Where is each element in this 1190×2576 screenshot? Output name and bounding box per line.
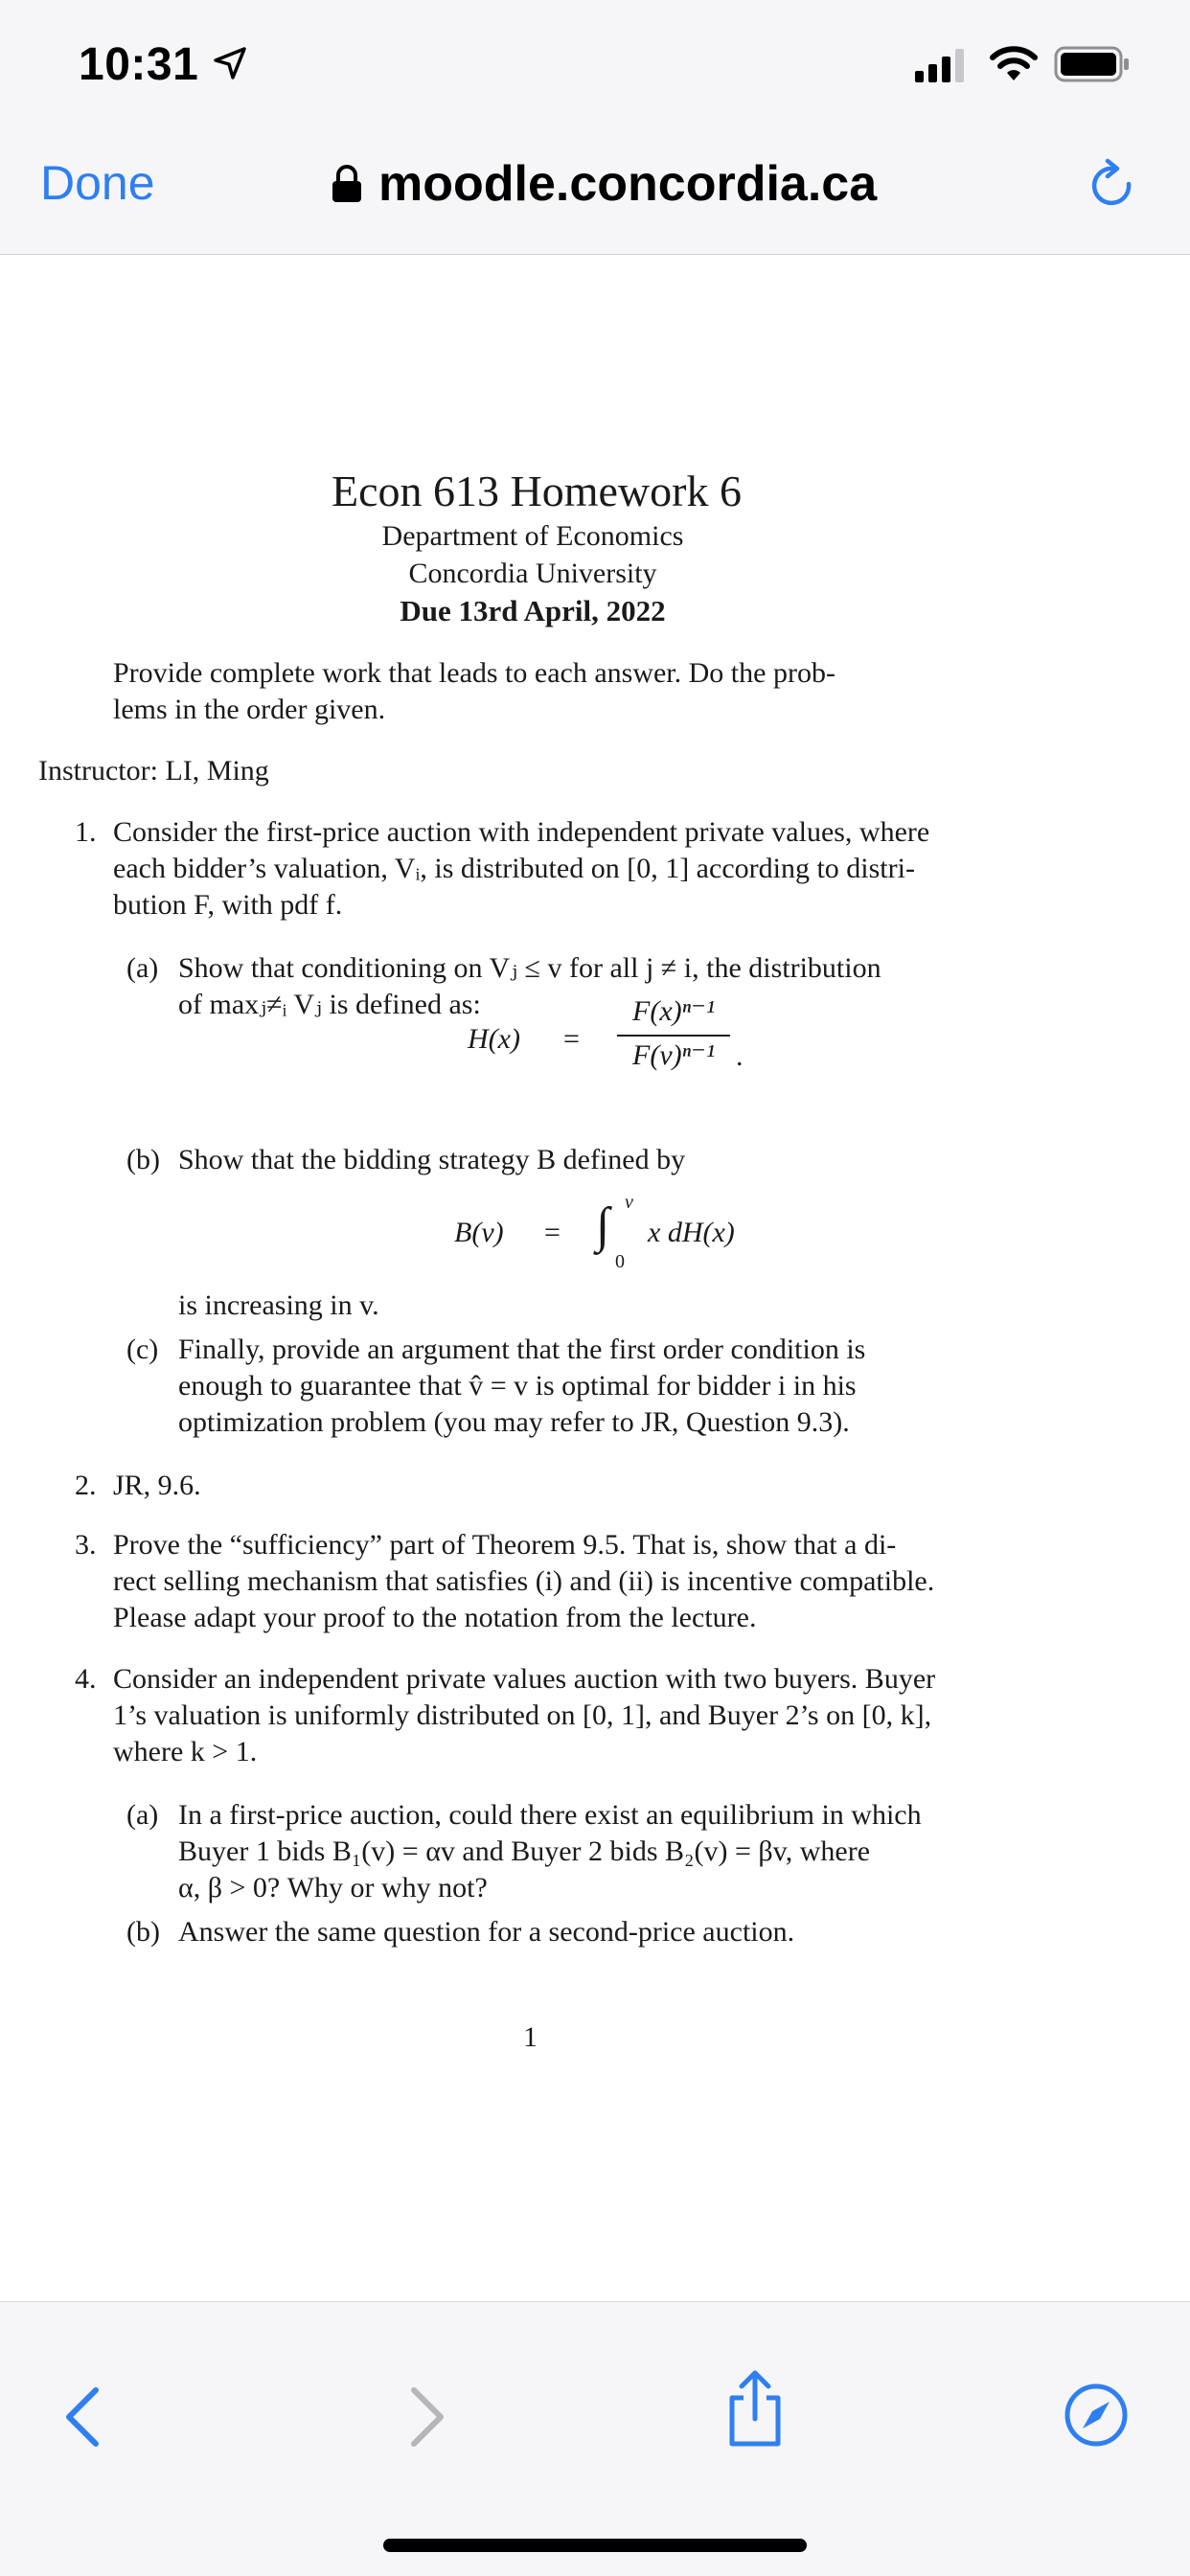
- question-text: Please adapt your proof to the notation from the lecture.: [113, 1602, 757, 1633]
- browser-toolbar: [0, 2301, 1190, 2576]
- reload-icon[interactable]: [1087, 157, 1140, 215]
- question-text: Consider an independent private values auction with two buyers. Buyer: [113, 1663, 936, 1695]
- doc-title: Econ 613 Homework 6: [332, 467, 742, 515]
- equation-lhs: B(v): [454, 1217, 504, 1248]
- location-arrow-icon: [213, 46, 247, 80]
- subpart-text: Show that conditioning on Vⱼ ≤ v for all j ≠ i, the distribution: [178, 952, 881, 984]
- doc-university: Concordia University: [408, 558, 657, 589]
- wifi-icon: [989, 44, 1039, 82]
- equation-equals: =: [544, 1217, 561, 1248]
- question-text: where k > 1.: [113, 1736, 258, 1767]
- question-number: 4.: [75, 1663, 97, 1695]
- subpart-text: Answer the same question for a second-price auction.: [178, 1916, 795, 1948]
- chevron-right-icon[interactable]: [406, 2386, 448, 2448]
- fraction-denominator: F(v)ⁿ⁻¹: [632, 1039, 715, 1071]
- subpart-text: optimization problem (you may refer to JR, Question 9.3).: [178, 1406, 850, 1438]
- subpart-label: (a): [126, 1799, 159, 1831]
- integral-lower-limit: 0: [615, 1251, 625, 1272]
- intro-text: lems in the order given.: [113, 694, 386, 725]
- subpart-text: of maxⱼ≠ᵢ Vⱼ is defined as:: [178, 989, 481, 1020]
- done-button[interactable]: Done: [40, 156, 155, 210]
- browser-address-bar: [0, 134, 1190, 255]
- question-text: each bidder’s valuation, Vᵢ, is distributed on [0, 1] according to distri-: [113, 853, 915, 884]
- question-text: rect selling mechanism that satisfies (i) and (ii) is incentive compatible.: [113, 1565, 935, 1597]
- question-number: 3.: [75, 1529, 97, 1561]
- equation-equals: =: [563, 1023, 580, 1055]
- fraction-numerator: F(x)ⁿ⁻¹: [632, 995, 715, 1027]
- subpart-text: Show that the bidding strategy B defined by: [178, 1144, 686, 1175]
- question-text: Prove the “sufficiency” part of Theorem 9.5. That is, show that a di-: [113, 1529, 897, 1561]
- subpart-text: Finally, provide an argument that the first order condition is: [178, 1334, 866, 1365]
- intro-text: Provide complete work that leads to each answer. Do the prob-: [113, 657, 835, 689]
- battery-icon: [1054, 46, 1131, 82]
- question-text: JR, 9.6.: [113, 1470, 201, 1501]
- url-field[interactable]: [331, 153, 877, 215]
- instructor-line: Instructor: LI, Ming: [38, 755, 269, 786]
- pdf-document: [0, 255, 1190, 2300]
- home-indicator[interactable]: [383, 2539, 807, 2552]
- subpart-label: (c): [126, 1334, 159, 1365]
- share-icon[interactable]: [724, 2369, 786, 2450]
- subpart-label: (a): [126, 952, 159, 984]
- question-text: bution F, with pdf f.: [113, 889, 343, 921]
- url-text: moodle.concordia.ca: [378, 156, 878, 212]
- subpart-label: (b): [126, 1144, 160, 1175]
- subpart-text: Buyer 1 bids B₁(v) = αv and Buyer 2 bids B₂(v) = βv, where: [178, 1835, 871, 1867]
- status-bar: [0, 0, 1190, 134]
- integral-upper-limit: v: [625, 1192, 633, 1213]
- integral-body: x dH(x): [648, 1217, 735, 1248]
- chevron-left-icon[interactable]: [61, 2386, 103, 2448]
- page-number: 1: [523, 2021, 538, 2053]
- cellular-signal-icon: [915, 48, 971, 82]
- status-time: 10:31: [79, 39, 199, 90]
- fraction-bar: [617, 1035, 730, 1037]
- doc-department: Department of Economics: [381, 520, 684, 552]
- question-text: 1’s valuation is uniformly distributed on [0, 1], and Buyer 2’s on [0, k],: [113, 1699, 932, 1731]
- doc-due-date: Due 13rd April, 2022: [400, 594, 666, 627]
- equation-period: .: [736, 1040, 744, 1072]
- subpart-text: In a first-price auction, could there exist an equilibrium in which: [178, 1799, 922, 1831]
- compass-icon[interactable]: [1064, 2382, 1129, 2448]
- integral-sign: ∫: [596, 1198, 610, 1253]
- subpart-text: α, β > 0? Why or why not?: [178, 1872, 488, 1904]
- subpart-text: is increasing in v.: [178, 1289, 379, 1321]
- equation-lhs: H(x): [468, 1023, 520, 1055]
- lock-icon: [331, 164, 363, 204]
- question-text: Consider the first-price auction with independent private values, where: [113, 816, 930, 848]
- subpart-label: (b): [126, 1916, 160, 1948]
- question-number: 2.: [75, 1470, 97, 1501]
- question-number: 1.: [75, 816, 97, 848]
- subpart-text: enough to guarantee that v̂ = v is optimal for bidder i in his: [178, 1370, 857, 1402]
